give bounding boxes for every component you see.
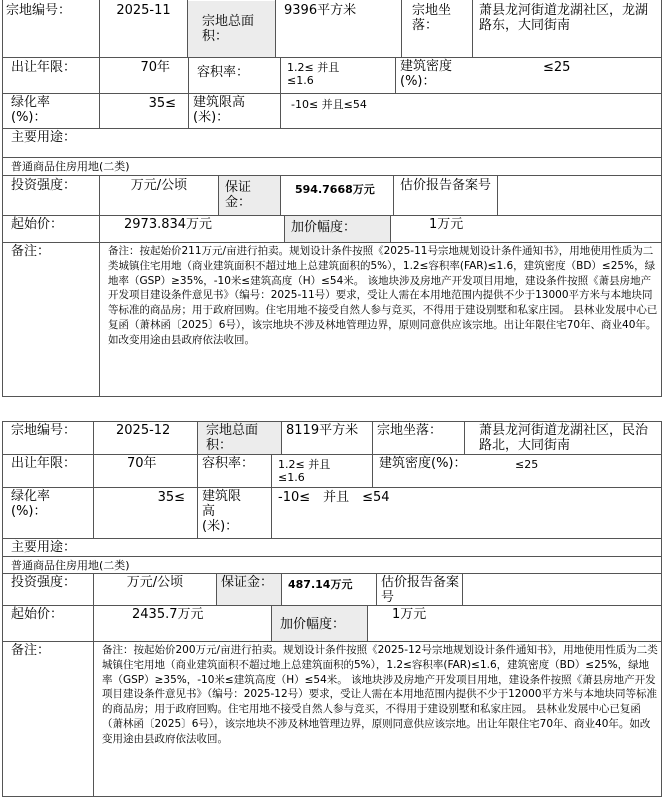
use-label: 主要用途：: [11, 540, 77, 555]
invest-label: 投资强度：: [11, 178, 77, 193]
use-value: 普通商品住房用地(二类): [11, 160, 130, 173]
start-price-label: 起始价：: [11, 607, 64, 622]
area-value: 9396平方米: [284, 3, 357, 18]
years-label: 出让年限：: [11, 60, 77, 75]
years-value: 70年: [140, 60, 170, 75]
invest-label: 投资强度：: [11, 575, 77, 590]
invest-value: 万元/公顷: [126, 575, 184, 590]
deposit-label: 保证金：: [217, 574, 281, 605]
increment-label: 加价幅度：: [272, 606, 367, 641]
report-label: 估价报告备案号: [381, 575, 460, 605]
note-label: 备注：: [11, 643, 51, 658]
green-label: 绿化率(%)：: [11, 95, 51, 125]
parcel-no-label: 宗地编号：: [6, 3, 72, 18]
parcel-no: 2025-11: [116, 3, 171, 18]
report-value: [498, 177, 661, 215]
increment-label: 加价幅度：: [285, 216, 390, 242]
parcel-no-label: 宗地编号：: [11, 423, 77, 438]
note-label: 备注：: [11, 244, 51, 259]
note-text: 备注：按起始价211万元/亩进行拍卖。规划设计条件按照《2025-11号宗地规划设计条件通知书》，用地使用性质为二类城镇住宅用地（商业建筑面积不超过地上总建筑面积的5%），1.2≤容积率(FAR)≤1.6，建筑密度（BD）≤25%，绿地率（GSP）≥35%，-10米≤建筑高度（H）≤54米。 该地块涉及房地产开发项目用地，建设条件按照《萧县房地产开发项目建设条件意见书》（编号：2025-11号）要求，受让人需在本用地范围内提供不少于13000平方米与本地块同等标准的商品房；用于政府回购。住宅用地不接受自然人参与竞买，不得用于建设别墅和私家庄园。 县林业发展中心已复函（萧林函〔2025〕6号），该宗地块不涉及林地管理边界，原则同意供应该宗地。出让年限住宅70年、商业40年。如改变用途由县政府依法收回。: [108, 245, 658, 346]
green-value: 35≤: [157, 490, 185, 505]
density-label: 建筑密度(%)：: [379, 456, 467, 471]
report-value: [463, 574, 661, 605]
area-label: 宗地总面积：: [198, 422, 281, 454]
far-value: 1.2≤ 并且≤1.6: [278, 458, 331, 484]
height-value: -10≤ 并且≤54: [291, 98, 367, 111]
use-label: 主要用途：: [11, 130, 77, 145]
use-value: 普通商品住房用地(二类): [11, 559, 130, 572]
height-label: 建筑限高(米)：: [193, 95, 246, 125]
location-value: 萧县龙河街道龙湖社区，龙湖路东，大同街南: [479, 3, 649, 33]
increment-value: 1万元: [429, 217, 464, 232]
height-value: -10≤ 并且 ≤54: [278, 490, 390, 505]
area-value: 8119平方米: [286, 423, 359, 438]
location-label: 宗地坐落：: [377, 423, 443, 438]
green-value: 35≤: [148, 96, 176, 111]
area-label: 宗地总面积：: [188, 1, 275, 57]
location-label: 宗地坐落：: [412, 3, 452, 33]
green-label: 绿化率(%)：: [11, 489, 51, 519]
location-value: 萧县龙河街道龙湖社区，民治路北，大同街南: [479, 423, 649, 453]
far-value: 1.2≤ 并且≤1.6: [287, 61, 340, 87]
deposit-label: 保证金：: [219, 176, 280, 215]
far-label: 容积率：: [197, 65, 250, 80]
note-text: 备注：按起始价200万元/亩进行拍卖。规划设计条件按照《2025-12号宗地规划设计条件通知书》，用地使用性质为二类城镇住宅用地（商业建筑面积不超过地上总建筑面积的5%），1.2≤容积率(FAR)≤1.6，建筑密度（BD）≤25%，绿地率（GSP）≥35%，-10米≤建筑高度（H）≤54米。 该地块涉及房地产开发项目用地，建设条件按照《萧县房地产开发项目建设条件意见书》（编号：2025-12号）要求，受让人需在本用地范围内提供不少于12000平方米与本地块同等标准的商品房；用于政府回购。住宅用地不接受自然人参与竞买，不得用于建设别墅和私家庄园。 县林业发展中心已复函（萧林函〔2025〕6号），该宗地块不涉及林地管理边界，原则同意供应该宗地。出让年限住宅70年、商业40年。如改变用途由县政府依法收回。: [102, 644, 658, 745]
height-label: 建筑限高(米)：: [202, 489, 242, 534]
density-value: ≤25: [543, 60, 571, 75]
parcel-no: 2025-12: [116, 423, 171, 438]
density-value: ≤25: [515, 458, 539, 471]
far-label: 容积率：: [202, 456, 255, 471]
start-price-value: 2435.7万元: [132, 607, 204, 622]
invest-value: 万元/公顷: [130, 178, 188, 193]
start-price-label: 起始价：: [11, 217, 64, 232]
start-price-value: 2973.834万元: [124, 217, 213, 232]
density-label: 建筑密度(%)：: [400, 59, 453, 89]
deposit-value: 594.7668万元: [295, 183, 375, 196]
deposit-value: 487.14万元: [288, 578, 353, 591]
years-value: 70年: [127, 456, 157, 471]
increment-value: 1万元: [392, 607, 427, 622]
years-label: 出让年限：: [11, 456, 77, 471]
report-label: 估价报告备案号: [400, 178, 492, 193]
